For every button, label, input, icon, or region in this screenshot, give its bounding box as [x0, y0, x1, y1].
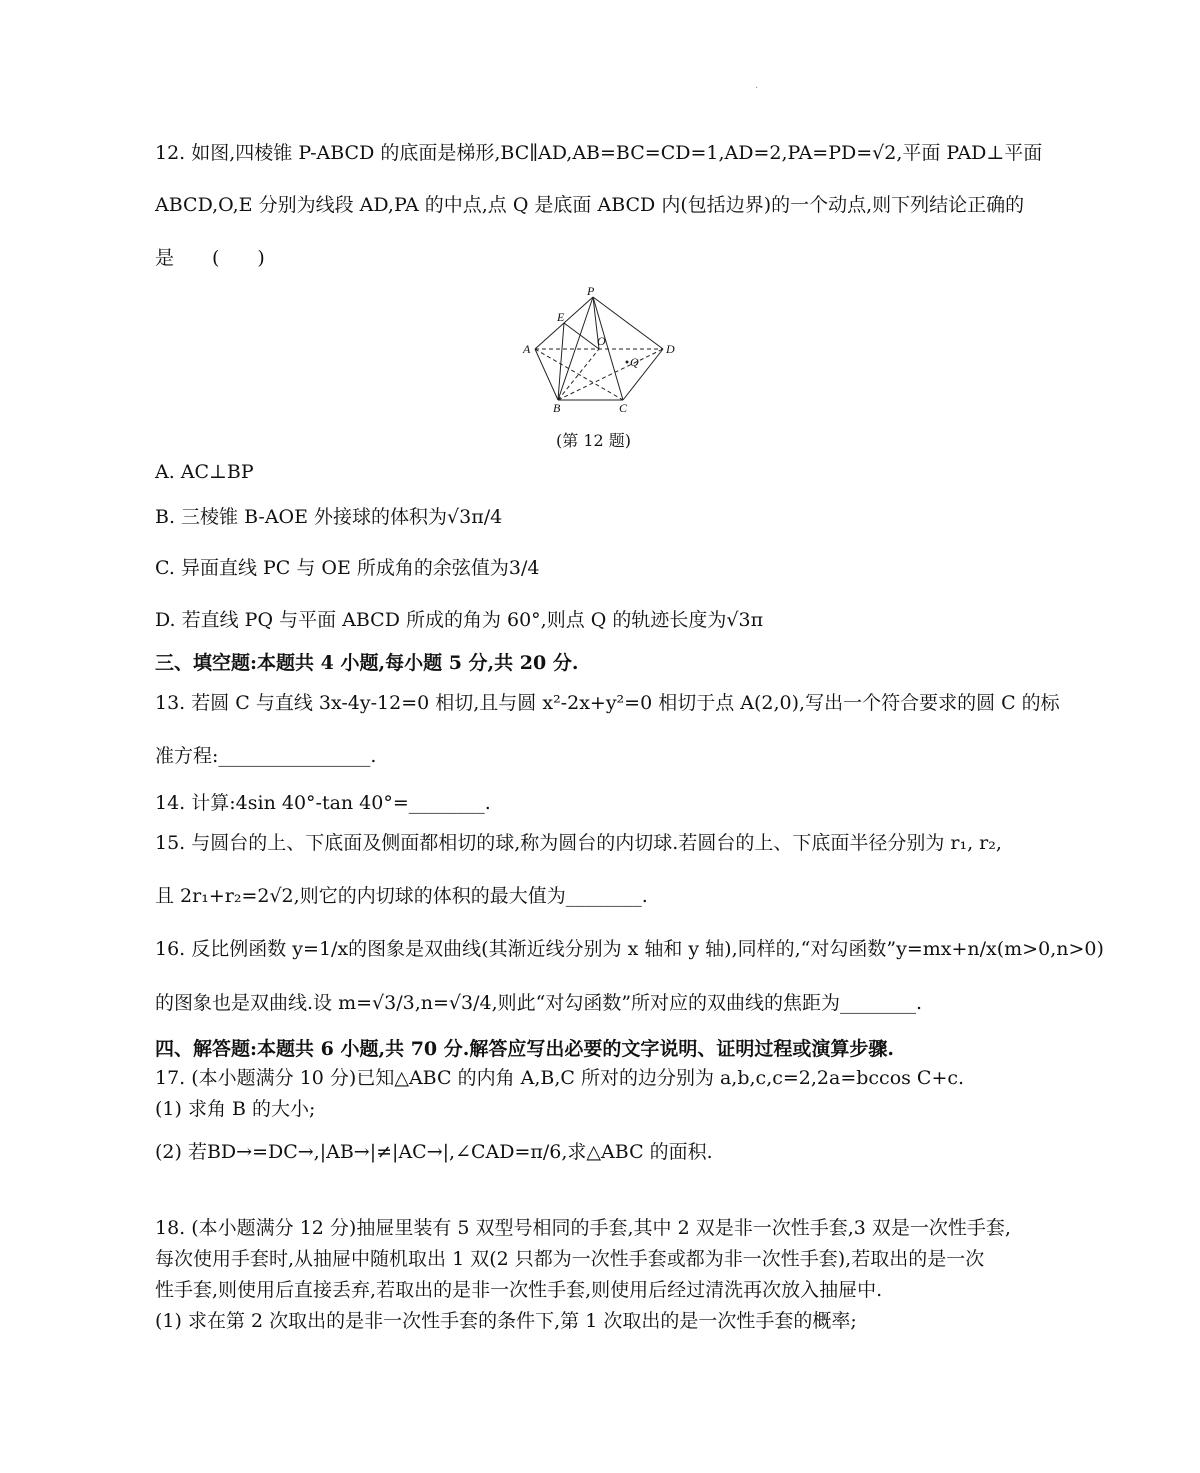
q17-part-2: (2) 若BD→=DC→,|AB→|≠|AC→|,∠CAD=π/6,求△ABC 的面积. [155, 1141, 713, 1163]
q15-line-1: 15. 与圆台的上、下底面及侧面都相切的球,称为圆台的内切球.若圆台的上、下底面半径分别为 r₁, r₂, [155, 832, 1002, 854]
q12-line-3: 是 ( ) [155, 247, 265, 269]
label-b: B [553, 401, 561, 415]
point-q [626, 361, 629, 364]
edge-eb [558, 323, 564, 400]
q12-option-d: D. 若直线 PQ 与平面 ABCD 所成的角为 60°,则点 Q 的轨迹长度为√3π [155, 609, 764, 631]
q17-part-1: (1) 求角 B 的大小; [155, 1098, 316, 1120]
page-dot: . [755, 80, 759, 91]
q18-line-1: 18. (本小题满分 12 分)抽屉里装有 5 双型号相同的手套,其中 2 双是非一次性手套,3 双是一次性手套, [155, 1217, 1011, 1239]
label-a: A [523, 342, 531, 356]
edge-cd [623, 349, 663, 400]
q12-option-b: B. 三棱锥 B-AOE 外接球的体积为√3π/4 [155, 506, 503, 528]
q13-line-2: 准方程:________________. [155, 745, 377, 767]
label-q: Q [630, 355, 639, 369]
q18-line-3: 性手套,则使用后直接丢弃,若取出的是非一次性手套,则使用后经过清洗再次放入抽屉中. [155, 1279, 883, 1301]
q16-line-1: 16. 反比例函数 y=1/x的图象是双曲线(其渐近线分别为 x 轴和 y 轴),同样的,“对勾函数”y=mx+n/x(m>0,n>0) [155, 938, 1104, 960]
q12-line-2: ABCD,O,E 分别为线段 AD,PA 的中点,点 Q 是底面 ABCD 内(包括边界)的一个动点,则下列结论正确的 [155, 194, 1025, 216]
label-d: D [666, 342, 675, 356]
q13-line-1: 13. 若圆 C 与直线 3x-4y-12=0 相切,且与圆 x²-2x+y²=0 相切于点 A(2,0),写出一个符合要求的圆 C 的标 [155, 692, 1060, 714]
q14-line: 14. 计算:4sin 40°-tan 40°=________. [155, 792, 491, 814]
label-e: E [557, 310, 565, 324]
label-c: C [619, 401, 628, 415]
q18-line-2: 每次使用手套时,从抽屉中随机取出 1 双(2 只都为一次性手套或都为非一次性手套),若取出的是一次 [155, 1248, 985, 1270]
q17-line-1: 17. (本小题满分 10 分)已知△ABC 的内角 A,B,C 所对的边分别为 a,b,c,c=2,2a=bccos C+c. [155, 1067, 965, 1089]
section-3-heading: 三、填空题:本题共 4 小题,每小题 5 分,共 20 分. [155, 652, 579, 674]
label-o: O [597, 334, 606, 348]
label-p: P [587, 285, 595, 298]
pyramid-figure [515, 285, 685, 415]
q12-line-1: 12. 如图,四棱锥 P-ABCD 的底面是梯形,BC∥AD,AB=BC=CD=1,AD=2,PA=PD=√2,平面 PAD⊥平面 [155, 142, 1043, 164]
edge-eo [564, 323, 599, 349]
q16-line-2: 的图象也是双曲线.设 m=√3/3,n=√3/4,则此“对勾函数”所对应的双曲线的焦距为________. [155, 992, 923, 1014]
section-4-heading: 四、解答题:本题共 6 小题,共 70 分.解答应写出必要的文字说明、证明过程或演算步骤. [155, 1038, 894, 1060]
q12-option-c: C. 异面直线 PC 与 OE 所成角的余弦值为3/4 [155, 557, 540, 579]
edge-ab [535, 349, 558, 400]
q18-part-1: (1) 求在第 2 次取出的是非一次性手套的条件下,第 1 次取出的是一次性手套的概率; [155, 1310, 857, 1332]
figure-caption: (第 12 题) [556, 431, 632, 450]
q12-option-a: A. AC⊥BP [155, 461, 254, 483]
q15-line-2: 且 2r₁+r₂=2√2,则它的内切球的体积的最大值为________. [155, 885, 648, 907]
